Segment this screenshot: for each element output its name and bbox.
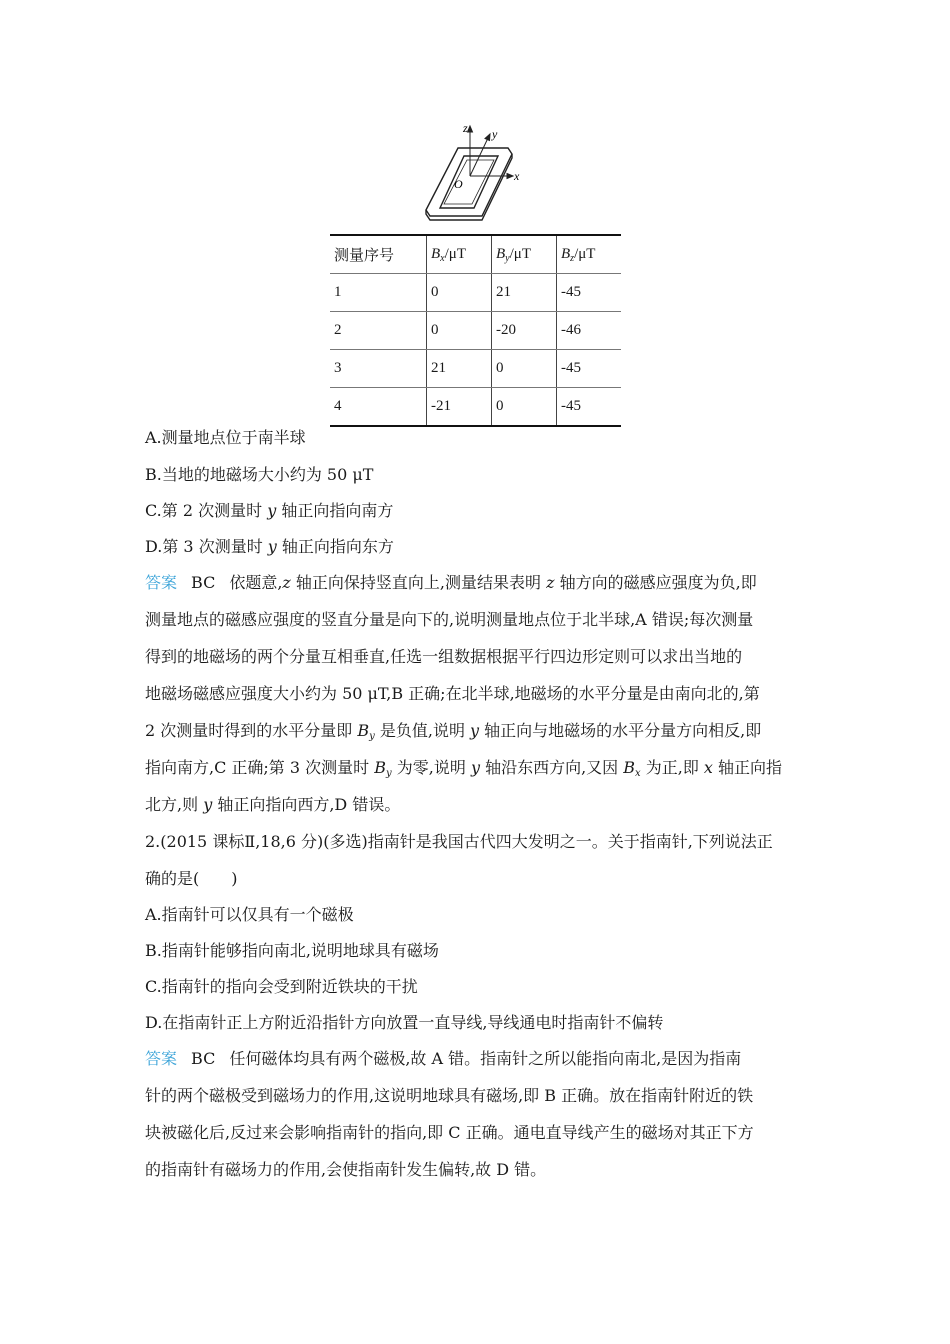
- table-row: [330, 350, 621, 388]
- table-cell: 21: [427, 350, 492, 388]
- table-row: [330, 388, 621, 427]
- table-cell: -20: [492, 312, 557, 350]
- table-cell: -45: [557, 350, 622, 388]
- q2-expl-line: 的指南针有磁场力的作用,会使指南针发生偏转,故 D 错。: [145, 1160, 547, 1179]
- measurement-table: [330, 234, 621, 427]
- table-cell: 0: [492, 388, 557, 427]
- q2-stem: 确的是( ): [145, 869, 238, 888]
- table-cell: -21: [427, 388, 492, 427]
- q2-option-b: B.指南针能够指向南北,说明地球具有磁场: [145, 941, 439, 960]
- q1-expl-line: 得到的地磁场的两个分量互相垂直,任选一组数据根据平行四边形定则可以求出当地的: [145, 647, 743, 666]
- q1-option-d: D.第 3 次测量时 y 轴正向指向东方: [145, 537, 394, 556]
- header-index: 测量序号: [330, 235, 427, 274]
- table-row: [330, 312, 621, 350]
- table-cell: -45: [557, 388, 622, 427]
- table-cell: 21: [492, 274, 557, 312]
- q1-expl-line: 指向南方,C 正确;第 3 次测量时 $B_y$ 为零,说明 y 轴沿东西方向,又因 $B_x$ 为正,即 x 轴正向指: [145, 758, 783, 779]
- q1-expl-line: 北方,则 y 轴正向指向西方,D 错误。: [145, 795, 401, 814]
- table-header-row: [330, 235, 621, 274]
- answer-label: 答案: [145, 573, 178, 592]
- q1-expl-line: 地磁场磁感应强度大小约为 50 μT,B 正确;在北半球,地磁场的水平分量是由南向北的,第: [145, 684, 760, 703]
- q2-expl-line: 块被磁化后,反过来会影响指南针的指向,即 C 正确。通电直导线产生的磁场对其正下方: [145, 1123, 754, 1142]
- q2-option-c: C.指南针的指向会受到附近铁块的干扰: [145, 977, 418, 996]
- q2-stem: 2.(2015 课标Ⅱ,18,6 分)(多选)指南针是我国古代四大发明之一。关于指南针,下列说法正: [145, 832, 773, 851]
- x-axis-label: x: [514, 169, 520, 183]
- header-bz: $B_z/\mu T$: [557, 235, 622, 274]
- table-cell: 0: [492, 350, 557, 388]
- answer-key: BC: [191, 1049, 216, 1068]
- table-cell: 0: [427, 312, 492, 350]
- q1-expl-line: 2 次测量时得到的水平分量即 $B_y$ 是负值,说明 y 轴正向与地磁场的水平分量方向相反,即: [145, 721, 762, 742]
- table-cell: -45: [557, 274, 622, 312]
- q2-answer-line: 答案 BC 任何磁体均具有两个磁极,故 A 错。指南针之所以能指向南北,是因为指南: [145, 1049, 742, 1068]
- q1-option-a: A.测量地点位于南半球: [145, 428, 306, 447]
- q1-option-c: C.第 2 次测量时 y 轴正向指向南方: [145, 501, 394, 520]
- header-by: $B_y/\mu T$: [492, 235, 557, 274]
- table-row: [330, 274, 621, 312]
- q2-expl-line: 针的两个磁极受到磁场力的作用,这说明地球具有磁场,即 B 正确。放在指南针附近的铁: [145, 1086, 754, 1105]
- phone-axes-figure: [420, 120, 530, 225]
- table-cell: -46: [557, 312, 622, 350]
- table-cell: 4: [330, 388, 427, 427]
- q1-answer-line: 答案 BC 依题意,z 轴正向保持竖直向上,测量结果表明 z 轴方向的磁感应强度为负,即: [145, 573, 757, 592]
- q2-option-d: D.在指南针正上方附近沿指针方向放置一直导线,导线通电时指南针不偏转: [145, 1013, 664, 1032]
- table-cell: 3: [330, 350, 427, 388]
- q1-option-b: B.当地的地磁场大小约为 50 μT: [145, 465, 374, 484]
- table-cell: 0: [427, 274, 492, 312]
- q2-option-a: A.指南针可以仅具有一个磁极: [145, 905, 354, 924]
- q1-expl-line: 测量地点的磁感应强度的竖直分量是向下的,说明测量地点位于北半球,A 错误;每次测量: [145, 610, 754, 629]
- origin-label: O: [454, 177, 463, 191]
- table-cell: 1: [330, 274, 427, 312]
- z-axis-label: z: [463, 121, 468, 135]
- header-bx: $B_x/\mu T$: [427, 235, 492, 274]
- table-cell: 2: [330, 312, 427, 350]
- answer-key: BC: [191, 573, 216, 592]
- answer-label: 答案: [145, 1049, 178, 1068]
- y-axis-label: y: [492, 127, 498, 141]
